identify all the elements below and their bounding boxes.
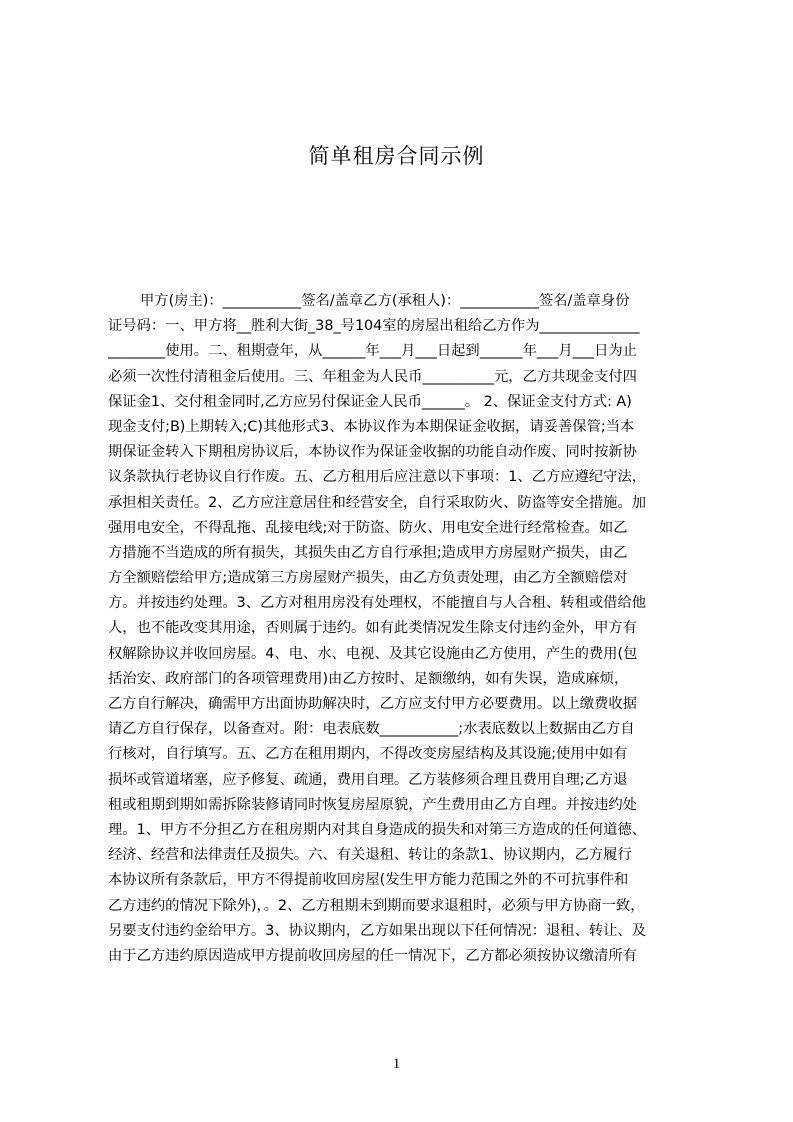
body-line: 租或租期到期如需拆除装修请同时恢复房屋原貌，产生费用由乙方自理。并按违约处 xyxy=(108,796,637,813)
body-line: 承担相关责任。2、乙方应注意居住和经营安全，自行采取防火、防盗等安全措施。加 xyxy=(108,494,647,511)
body-line: 甲方(房主)：___________签名/盖章乙方(承租人)：___________签名/盖章身份 xyxy=(140,293,630,309)
body-line: 人，也不能改变其用途，否则属于违约。如有此类情况发生除支付违约金外，甲方有 xyxy=(108,620,637,637)
document-title: 简单租房合同示例 xyxy=(308,144,485,168)
body-line: ________使用。二、租期壹年，从______年___月___日起到______年___月___日为止 xyxy=(108,343,637,360)
body-line: 请乙方自行保存，以备查对。附：电表底数___________;水表底数以上数据由乙方自 xyxy=(108,721,635,738)
body-line: 由于乙方违约原因造成甲方提前收回房屋的任一情况下，乙方都必须按协议缴清所有 xyxy=(108,947,637,964)
body-line: 现金支付;B)上期转入;C)其他形式3、本协议作为本期保证金收据，请妥善保管;当本 xyxy=(108,418,635,435)
body-line: 乙方违约的情况下除外)，。2、乙方租期未到期而要求退租时，必须与甲方协商一致， xyxy=(108,897,645,914)
body-line: 方措施不当造成的所有损失，其损失由乙方自行承担;造成甲方房屋财产损失，由乙 xyxy=(108,544,628,561)
body-line: 损坏或管道堵塞，应予修复、疏通，费用自理。乙方装修须合理且费用自理;乙方退 xyxy=(108,771,628,788)
body-line: 方全额赔偿给甲方;造成第三方房屋财产损失，由乙方负责处理，由乙方全额赔偿对 xyxy=(108,570,628,587)
body-line: 方。并按违约处理。3、乙方对租用房没有处理权，不能擅自与人合租、转租或借给他 xyxy=(108,595,647,612)
page-number: 1 xyxy=(392,1056,401,1072)
body-line: 本协议所有条款后，甲方不得提前收回房屋(发生甲方能力范围之外的不可抗事件和 xyxy=(108,872,629,889)
body-line: 期保证金转入下期租房协议后，本协议作为保证金收据的功能自动作废、同时按新协 xyxy=(108,444,637,461)
body-line: 保证金1、交付租金同时,乙方应另付保证金人民币______。 2、保证金支付方式: A) xyxy=(108,393,632,410)
body-line: 强用电安全，不得乱拖、乱接电线;对于防盗、防火、用电安全进行经常检查。如乙 xyxy=(108,519,628,536)
body-line: 证号码：一、甲方将__胜利大街_38_号104室的房屋出租给乙方作为______________ xyxy=(108,318,640,335)
body-line: 乙方自行解决，确需甲方出面协助解决时，乙方应支付甲方必要费用。以上缴费收据 xyxy=(108,696,637,712)
body-line: 必须一次性付清租金后使用。三、年租金为人民币__________元，乙方共现金支付四 xyxy=(108,368,637,385)
body-line: 括治安、政府部门的各项管理费用)由乙方按时、足额缴纳，如有失误，造成麻烦， xyxy=(108,670,629,687)
body-line: 理。1、甲方不分担乙方在租房期内对其自身造成的损失和对第三方造成的任何道德、 xyxy=(108,821,647,838)
contract-body xyxy=(108,289,698,964)
body-line: 行核对，自行填写。五、乙方在租用期内，不得改变房屋结构及其设施;使用中如有 xyxy=(108,746,628,763)
body-line: 议条款执行老协议自行作废。五、乙方租用后应注意以下事项：1、乙方应遵纪守法， xyxy=(108,469,647,486)
body-line: 经济、经营和法律责任及损失。六、有关退租、转让的条款1、协议期内，乙方履行 xyxy=(108,847,632,864)
body-line: 权解除协议并收回房屋。4、电、水、电视、及其它设施由乙方使用，产生的费用(包 xyxy=(108,645,638,662)
body-line: 另要支付违约金给甲方。3、协议期内，乙方如果出现以下任何情况：退租、转让、及 xyxy=(108,922,647,939)
